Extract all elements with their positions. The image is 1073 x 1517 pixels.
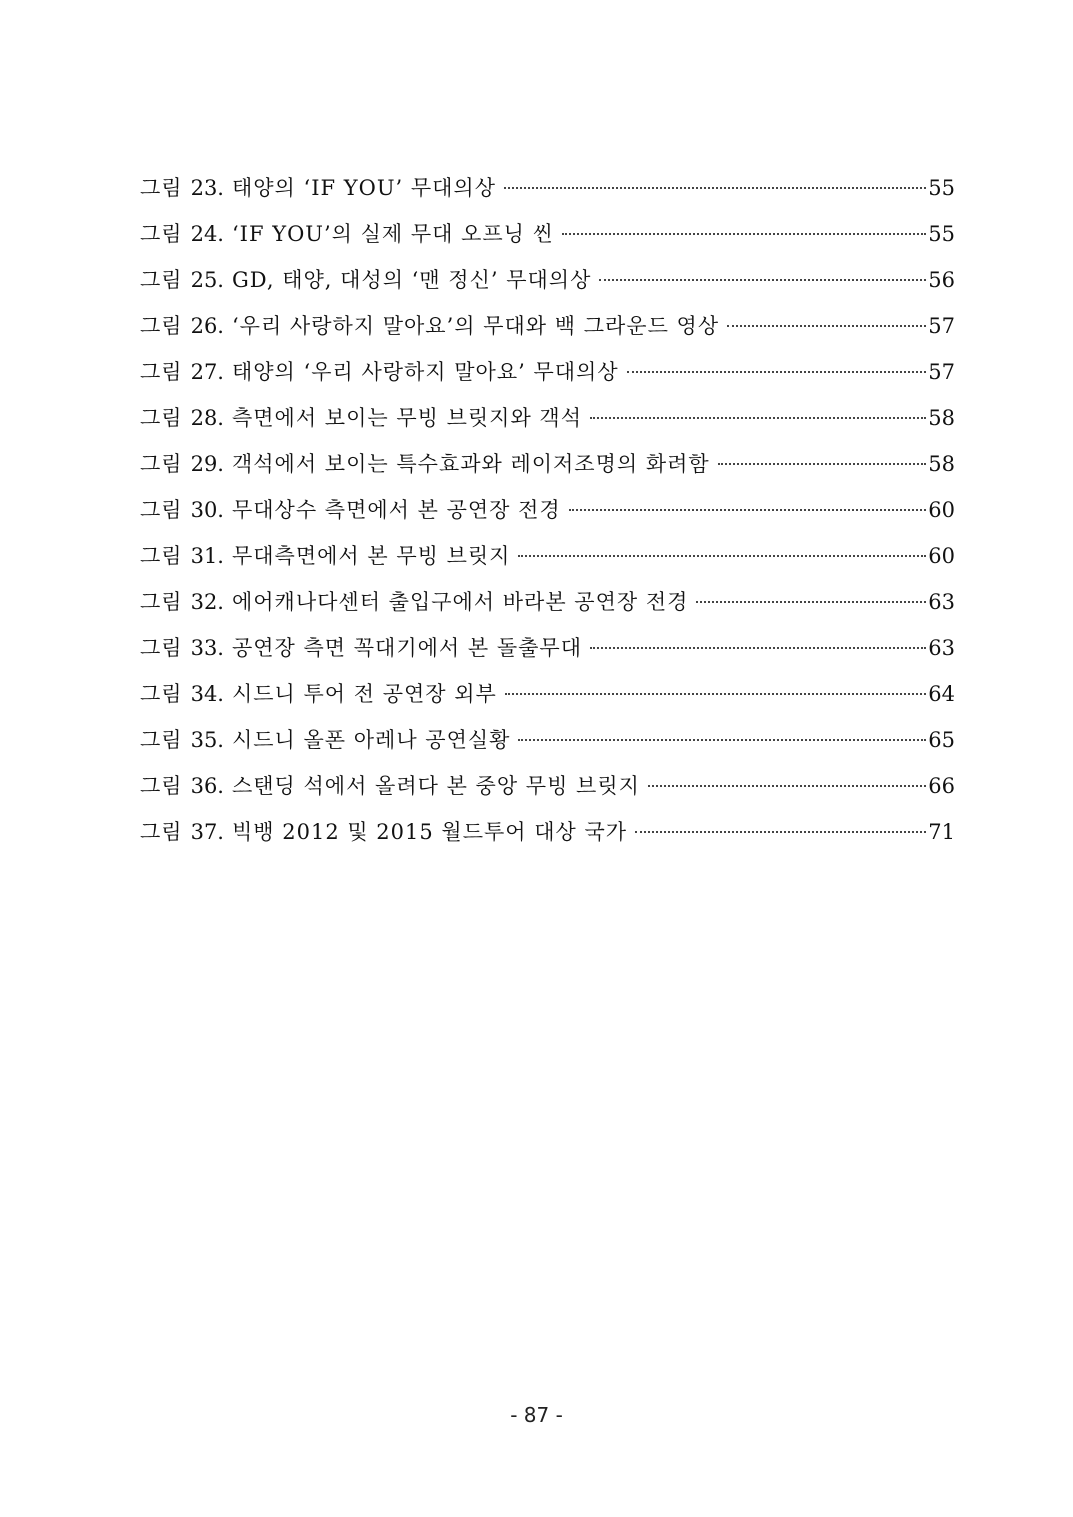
- figure-title: 에어캐나다센터 출입구에서 바라본 공연장 전경: [231, 590, 689, 614]
- figure-label: 그림: [140, 406, 183, 430]
- figure-title: 스탠딩 석에서 올려다 본 중앙 무빙 브릿지: [231, 774, 640, 798]
- figure-label: 그림: [140, 222, 183, 246]
- figure-number: 25.: [190, 268, 224, 292]
- figure-title: ‘우리 사랑하지 말아요’의 무대와 백 그라운드 영상: [231, 314, 720, 338]
- toc-entry[interactable]: [140, 216, 955, 262]
- toc-entry[interactable]: [140, 538, 955, 584]
- figure-number: 28.: [190, 406, 224, 430]
- figure-title: 빅뱅 2012 및 2015 월드투어 대상 국가: [231, 820, 628, 844]
- figure-label: 그림: [140, 636, 183, 660]
- figure-label: 그림: [140, 820, 183, 844]
- toc-entry[interactable]: [140, 446, 955, 492]
- figure-title: 태양의 ‘IF YOU’ 무대의상: [231, 176, 497, 200]
- figure-page-number: 57: [928, 314, 955, 338]
- figure-page-number: 60: [928, 544, 955, 568]
- dot-leader: [627, 371, 927, 373]
- figure-number: 35.: [190, 728, 224, 752]
- dot-leader: [562, 233, 926, 235]
- dot-leader: [635, 831, 926, 833]
- figure-page-number: 63: [928, 636, 955, 660]
- figure-page-number: 66: [928, 774, 955, 798]
- dot-leader: [590, 417, 926, 419]
- figure-label: 그림: [140, 590, 183, 614]
- figure-number: 30.: [190, 498, 224, 522]
- figure-page-number: 58: [928, 406, 955, 430]
- figure-title: 무대상수 측면에서 본 공연장 전경: [231, 498, 561, 522]
- dot-leader: [518, 555, 926, 557]
- figure-label: 그림: [140, 682, 183, 706]
- figure-page-number: 55: [928, 176, 955, 200]
- toc-entry[interactable]: [140, 308, 955, 354]
- figure-page-number: 60: [928, 498, 955, 522]
- figure-label: 그림: [140, 544, 183, 568]
- toc-entry[interactable]: [140, 814, 955, 860]
- toc-entry[interactable]: [140, 676, 955, 722]
- figure-page-number: 71: [928, 820, 955, 844]
- figure-number: 27.: [190, 360, 224, 384]
- dot-leader: [648, 785, 926, 787]
- figure-number: 32.: [190, 590, 224, 614]
- dot-leader: [518, 739, 926, 741]
- toc-entry[interactable]: [140, 354, 955, 400]
- figure-number: 31.: [190, 544, 224, 568]
- toc-entry[interactable]: [140, 584, 955, 630]
- figure-label: 그림: [140, 498, 183, 522]
- figure-page-number: 65: [928, 728, 955, 752]
- figure-title: 태양의 ‘우리 사랑하지 말아요’ 무대의상: [231, 360, 619, 384]
- dot-leader: [718, 463, 927, 465]
- toc-entry[interactable]: [140, 630, 955, 676]
- figure-number: 29.: [190, 452, 224, 476]
- figure-page-number: 58: [928, 452, 955, 476]
- figure-label: 그림: [140, 314, 183, 338]
- figure-title: 측면에서 보이는 무빙 브릿지와 객석: [231, 406, 582, 430]
- toc-entry[interactable]: [140, 722, 955, 768]
- figure-page-number: 56: [928, 268, 955, 292]
- toc-entry[interactable]: [140, 262, 955, 308]
- dot-leader: [569, 509, 927, 511]
- figure-page-number: 63: [928, 590, 955, 614]
- figure-page-number: 64: [928, 682, 955, 706]
- figure-number: 34.: [190, 682, 224, 706]
- figure-label: 그림: [140, 452, 183, 476]
- figure-title: ‘IF YOU’의 실제 무대 오프닝 씬: [231, 222, 554, 246]
- figure-list: [140, 170, 955, 860]
- page-number-footer: - 87 -: [510, 1403, 563, 1427]
- figure-number: 37.: [190, 820, 224, 844]
- dot-leader: [599, 279, 926, 281]
- toc-entry[interactable]: [140, 170, 955, 216]
- toc-entry[interactable]: [140, 400, 955, 446]
- figure-number: 36.: [190, 774, 224, 798]
- figure-label: 그림: [140, 774, 183, 798]
- figure-title: 시드니 투어 전 공연장 외부: [231, 682, 497, 706]
- dot-leader: [504, 187, 926, 189]
- figure-title: 시드니 올폰 아레나 공연실황: [231, 728, 511, 752]
- figure-page-number: 55: [928, 222, 955, 246]
- figure-label: 그림: [140, 360, 183, 384]
- figure-title: 객석에서 보이는 특수효과와 레이저조명의 화려함: [231, 452, 710, 476]
- figure-number: 24.: [190, 222, 224, 246]
- figure-page-number: 57: [928, 360, 955, 384]
- dot-leader: [590, 647, 926, 649]
- figure-title: 공연장 측면 꼭대기에서 본 돌출무대: [231, 636, 582, 660]
- dot-leader: [727, 325, 926, 327]
- figure-label: 그림: [140, 728, 183, 752]
- figure-number: 26.: [190, 314, 224, 338]
- figure-title: GD, 태양, 대성의 ‘맨 정신’ 무대의상: [231, 268, 592, 292]
- toc-entry[interactable]: [140, 768, 955, 814]
- dot-leader: [505, 693, 926, 695]
- dot-leader: [696, 601, 926, 603]
- figure-title: 무대측면에서 본 무빙 브릿지: [231, 544, 511, 568]
- figure-number: 23.: [190, 176, 224, 200]
- figure-label: 그림: [140, 176, 183, 200]
- figure-number: 33.: [190, 636, 224, 660]
- toc-entry[interactable]: [140, 492, 955, 538]
- figure-label: 그림: [140, 268, 183, 292]
